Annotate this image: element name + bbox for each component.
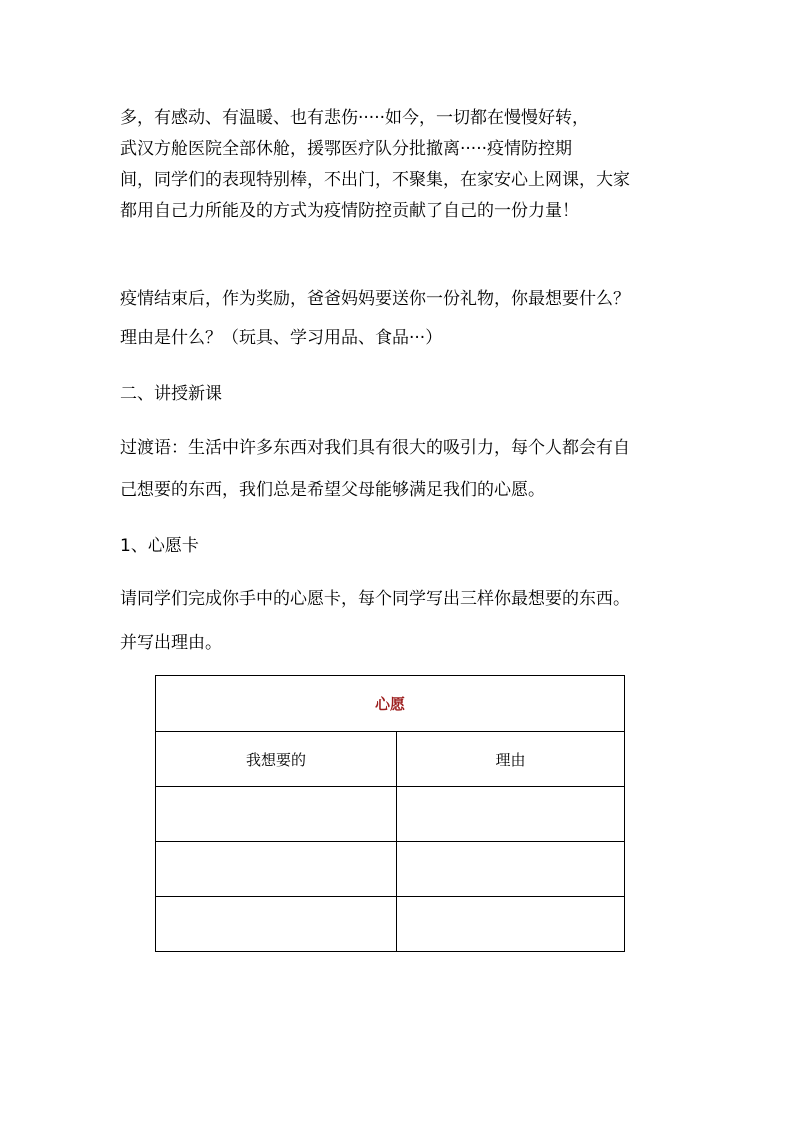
wish-cell[interactable] (156, 842, 397, 897)
reason-cell[interactable] (397, 787, 625, 842)
paragraph-intro-recovery (120, 102, 700, 226)
wish-cell[interactable] (156, 897, 397, 952)
text-line: 请同学们完成你手中的心愿卡，每个同学写出三样你最想要的东西。 (120, 589, 630, 609)
column-header-want: 我想要的 (156, 732, 397, 787)
text-line: 并写出理由。 (120, 633, 222, 653)
wish-cell[interactable] (156, 787, 397, 842)
wish-card-title: 心愿 (156, 676, 625, 732)
text-line: 过渡语：生活中许多东西对我们具有很大的吸引力，每个人都会有自 (120, 438, 630, 458)
text-line: 武汉方舱医院全部休舱，援鄂医疗队分批撤离·····疫情防控期 (120, 139, 573, 159)
table-row (156, 842, 625, 897)
column-header-reason: 理由 (397, 732, 625, 787)
reason-cell[interactable] (397, 897, 625, 952)
subheading-wish-card (120, 530, 700, 562)
reason-cell[interactable] (397, 842, 625, 897)
paragraph-gift-question (120, 283, 700, 361)
section-heading-new-lesson (120, 378, 700, 410)
paragraph-instructions (120, 583, 700, 671)
text-line: 1、心愿卡 (120, 536, 199, 556)
text-line: 疫情结束后，作为奖励，爸爸妈妈要送你一份礼物，你最想要什么？ (120, 289, 630, 309)
text-line: 多，有感动、有温暖、也有悲伤·····如今，一切都在慢慢好转， (120, 108, 590, 128)
text-line: 都用自己力所能及的方式为疫情防控贡献了自己的一份力量！ (120, 201, 579, 221)
text-line: 理由是什么？（玩具、学习用品、食品···） (120, 328, 443, 348)
table-row (156, 787, 625, 842)
paragraph-transition (120, 432, 700, 516)
text-line: 己想要的东西，我们总是希望父母能够满足我们的心愿。 (120, 480, 545, 500)
table-row (156, 897, 625, 952)
text-line: 间，同学们的表现特别棒，不出门，不聚集，在家安心上网课，大家 (120, 170, 630, 190)
text-line: 二、讲授新课 (120, 384, 222, 404)
wish-card-table (155, 675, 625, 952)
